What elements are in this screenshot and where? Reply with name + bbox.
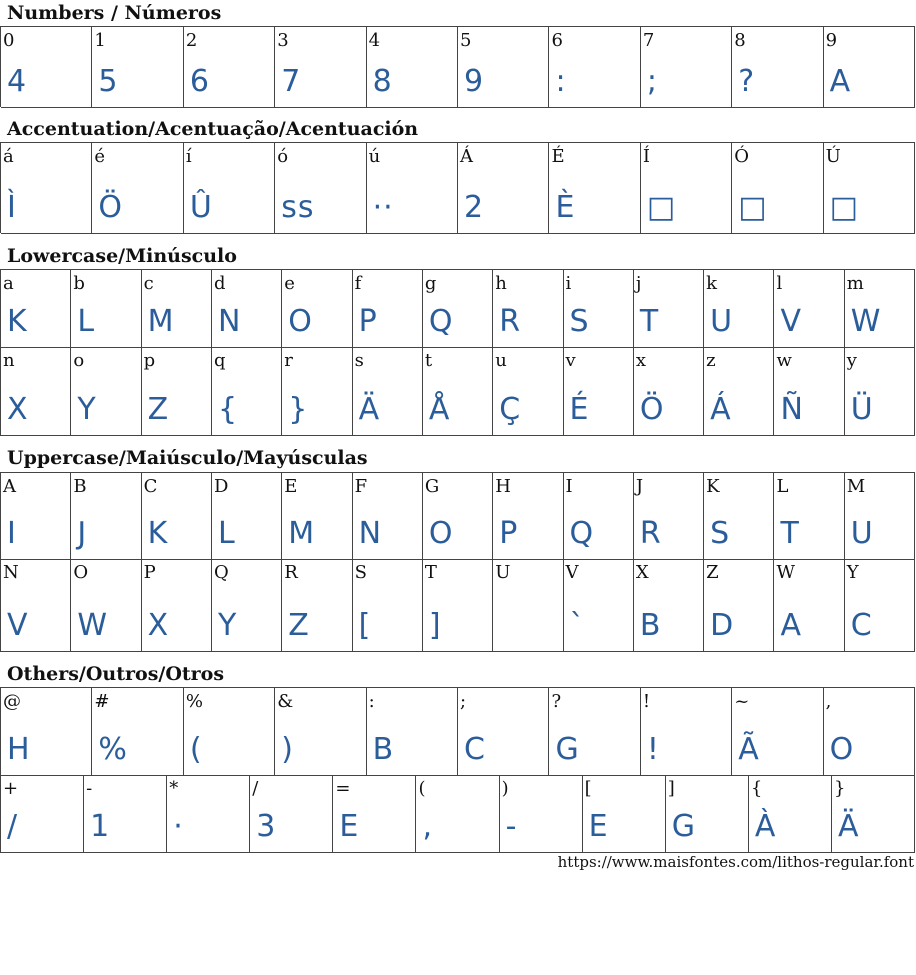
glyph-key-label: f [354, 273, 362, 294]
glyph-sample: E [339, 809, 360, 844]
glyph-cell [564, 270, 634, 348]
glyph-grid-others-1 [0, 687, 915, 775]
glyph-key-label: ! [642, 691, 651, 712]
glyph-key-label: 1 [94, 30, 106, 51]
glyph-sample: A [780, 608, 802, 643]
glyph-cell [423, 473, 493, 560]
glyph-sample: ! [646, 732, 660, 767]
glyph-sample: □ [829, 190, 860, 225]
glyph-cell [493, 347, 563, 436]
glyph-key-label: + [3, 778, 19, 799]
source-url-link[interactable]: https://www.maisfontes.com/lithos-regular.font [557, 853, 914, 871]
glyph-key-label: ~ [734, 691, 750, 712]
glyph-key-label: t [424, 350, 433, 371]
glyph-sample: Ñ [780, 392, 804, 427]
glyph-sample: □ [646, 190, 677, 225]
glyph-key-label: 0 [3, 30, 15, 51]
glyph-key-label: z [706, 350, 716, 371]
glyph-cell [333, 775, 416, 853]
glyph-cell [704, 270, 774, 348]
glyph-cell [71, 270, 141, 348]
glyph-cell [493, 559, 563, 652]
glyph-sample: L [77, 304, 96, 339]
glyph-sample: 5 [98, 64, 119, 99]
glyph-key-label: ) [501, 778, 509, 799]
glyph-sample: Z [147, 392, 170, 427]
glyph-key-label: / [252, 778, 259, 799]
glyph-sample: Û [189, 190, 213, 225]
glyph-sample: T [639, 304, 660, 339]
glyph-cell [634, 270, 704, 348]
glyph-cell [212, 559, 282, 652]
glyph-sample: ? [738, 64, 756, 99]
glyph-key-label: n [3, 350, 15, 371]
glyph-cell [564, 559, 634, 652]
glyph-cell [774, 473, 844, 560]
glyph-key-label: k [706, 273, 718, 294]
glyph-key-label: e [284, 273, 295, 294]
glyph-sample: C [850, 608, 873, 643]
glyph-sample: Ö [639, 392, 665, 427]
glyph-sample: Ö [98, 190, 124, 225]
glyph-sample: W [77, 608, 108, 643]
glyph-sample: ) [281, 732, 294, 767]
glyph-sample: T [780, 516, 800, 551]
glyph-grid-lowercase-2 [0, 347, 915, 436]
glyph-cell [749, 775, 832, 853]
glyph-key-label: A [3, 476, 16, 497]
glyph-sample: N [217, 304, 242, 339]
glyph-key-label: w [776, 350, 792, 371]
glyph-cell [845, 347, 915, 436]
glyph-sample: X [147, 608, 170, 643]
glyph-sample: N [358, 516, 383, 551]
glyph-key-label: X [635, 562, 649, 583]
glyph-cell [353, 473, 423, 560]
glyph-key-label: 9 [825, 30, 838, 51]
glyph-cell [845, 559, 915, 652]
section-title-numbers: Numbers / Números [7, 2, 222, 24]
glyph-key-label: h [495, 273, 507, 294]
glyph-sample: E [588, 809, 609, 844]
glyph-cell [367, 688, 458, 776]
glyph-sample: O [288, 304, 313, 339]
glyph-key-label: d [213, 273, 226, 294]
glyph-sample: ( [189, 732, 203, 767]
glyph-key-label: K [706, 476, 720, 497]
glyph-cell [92, 27, 183, 108]
glyph-sample: Ä [837, 809, 860, 844]
glyph-grid-others-2 [0, 775, 915, 853]
glyph-key-label: W [776, 562, 795, 583]
glyph-sample: Å [428, 392, 451, 427]
glyph-key-label: o [73, 350, 85, 371]
glyph-cell [275, 143, 366, 234]
glyph-key-label: # [94, 691, 110, 712]
glyph-cell [500, 775, 583, 853]
glyph-key-label: b [73, 273, 85, 294]
glyph-key-label: % [185, 691, 203, 712]
glyph-grid-uppercase-2 [0, 559, 915, 652]
glyph-sample: M [288, 516, 316, 551]
glyph-sample: ss [281, 190, 315, 225]
glyph-key-label: - [86, 778, 93, 799]
glyph-key-label: v [565, 350, 576, 371]
glyph-key-label: ú [368, 146, 381, 167]
glyph-grid-lowercase-1 [0, 269, 915, 347]
glyph-key-label: V [565, 562, 579, 583]
glyph-key-label: ( [418, 778, 426, 799]
glyph-cell [704, 559, 774, 652]
glyph-key-label: s [354, 350, 364, 371]
glyph-key-label: ; [460, 691, 467, 712]
glyph-cell [250, 775, 333, 853]
glyph-cell [282, 473, 352, 560]
glyph-sample: J [77, 516, 88, 551]
glyph-sample: K [7, 304, 28, 339]
glyph-key-label: j [635, 273, 642, 294]
glyph-sample: % [98, 732, 128, 767]
glyph-key-label: Ó [734, 146, 750, 167]
glyph-key-label: g [424, 273, 437, 294]
glyph-sample: 1 [90, 809, 111, 844]
glyph-cell [142, 559, 212, 652]
glyph-grid-uppercase-1 [0, 472, 915, 559]
glyph-cell [549, 143, 640, 234]
glyph-key-label: r [284, 350, 293, 371]
glyph-cell [353, 347, 423, 436]
glyph-cell [353, 270, 423, 348]
glyph-cell [184, 27, 275, 108]
glyph-cell [732, 27, 823, 108]
glyph-sample: C [464, 732, 486, 767]
glyph-cell [824, 27, 915, 108]
glyph-sample: U [710, 304, 734, 339]
glyph-key-label: F [354, 476, 368, 497]
glyph-sample: Ü [850, 392, 874, 427]
glyph-sample: 4 [7, 64, 28, 99]
glyph-sample: ] [428, 608, 442, 643]
glyph-sample: Ç [499, 392, 522, 427]
glyph-cell [641, 27, 732, 108]
glyph-key-label: É [551, 146, 565, 167]
glyph-cell [458, 688, 549, 776]
section-title-accentuation: Accentuation/Acentuação/Acentuación [7, 118, 419, 140]
glyph-cell [774, 347, 844, 436]
glyph-sample: V [780, 304, 802, 339]
glyph-cell [367, 27, 458, 108]
glyph-sample: Ã [738, 732, 760, 767]
glyph-key-label: m [846, 273, 864, 294]
glyph-cell [84, 775, 167, 853]
glyph-sample: L [217, 516, 236, 551]
glyph-cell [275, 688, 366, 776]
glyph-sample: S [710, 516, 731, 551]
glyph-cell [732, 688, 823, 776]
glyph-key-label: O [73, 562, 89, 583]
glyph-sample: 2 [464, 190, 485, 225]
glyph-key-label: D [213, 476, 229, 497]
glyph-key-label: { [750, 778, 763, 799]
glyph-cell [1, 473, 71, 560]
glyph-cell [824, 688, 915, 776]
glyph-key-label: : [368, 691, 375, 712]
glyph-key-label: u [495, 350, 507, 371]
glyph-key-label: } [833, 778, 846, 799]
glyph-key-label: 8 [734, 30, 746, 51]
glyph-sample: □ [738, 190, 768, 225]
glyph-sample: É [569, 392, 590, 427]
glyph-sample: Q [569, 516, 595, 551]
glyph-sample: A [829, 64, 852, 99]
glyph-key-label: [ [584, 778, 592, 799]
glyph-sample: M [147, 304, 175, 339]
glyph-sample: È [555, 190, 576, 225]
glyph-key-label: @ [3, 691, 21, 712]
glyph-cell [423, 270, 493, 348]
glyph-cell [1, 270, 71, 348]
glyph-cell [549, 27, 640, 108]
glyph-cell [458, 27, 549, 108]
glyph-key-label: ó [277, 146, 289, 167]
glyph-sample: - [505, 809, 518, 844]
glyph-cell [845, 473, 915, 560]
glyph-cell [641, 143, 732, 234]
glyph-sample: B [639, 608, 662, 643]
glyph-key-label: l [776, 273, 783, 294]
glyph-sample: U [850, 516, 874, 551]
section-title-others: Others/Outros/Otros [7, 663, 225, 685]
glyph-key-label: P [143, 562, 156, 583]
glyph-cell [71, 559, 141, 652]
glyph-key-label: 3 [277, 30, 289, 51]
glyph-cell [212, 473, 282, 560]
glyph-cell [353, 559, 423, 652]
glyph-key-label: T [424, 562, 437, 583]
glyph-key-label: p [143, 350, 156, 371]
glyph-cell [1, 347, 71, 436]
glyph-key-label: c [143, 273, 154, 294]
glyph-key-label: á [3, 146, 14, 167]
glyph-key-label: Y [846, 562, 859, 583]
glyph-key-label: = [335, 778, 351, 799]
glyph-key-label: * [169, 778, 179, 799]
glyph-key-label: i [565, 273, 572, 294]
glyph-sample: { [217, 392, 239, 427]
glyph-key-label: 4 [368, 30, 381, 51]
glyph-key-label: B [73, 476, 87, 497]
glyph-key-label: L [776, 476, 789, 497]
glyph-cell [212, 270, 282, 348]
glyph-sample: Z [288, 608, 310, 643]
glyph-key-label: R [284, 562, 298, 583]
glyph-key-label: é [94, 146, 106, 167]
glyph-sample: O [428, 516, 454, 551]
glyph-cell [167, 775, 250, 853]
glyph-cell [92, 688, 183, 776]
glyph-key-label: q [213, 350, 226, 371]
section-title-uppercase: Uppercase/Maiúsculo/Mayúsculas [7, 447, 368, 469]
glyph-key-label: & [277, 691, 294, 712]
glyph-cell [564, 473, 634, 560]
glyph-key-label: I [565, 476, 573, 497]
glyph-key-label: E [284, 476, 298, 497]
glyph-key-label: Q [213, 562, 229, 583]
glyph-sample: Ì [7, 190, 17, 225]
glyph-sample: ·· [372, 190, 394, 225]
glyph-cell [92, 143, 183, 234]
glyph-sample: G [671, 809, 696, 844]
glyph-sample: , [422, 809, 434, 844]
glyph-cell [423, 559, 493, 652]
glyph-cell [845, 270, 915, 348]
glyph-sample: À [754, 809, 777, 844]
glyph-cell [774, 270, 844, 348]
glyph-cell [142, 347, 212, 436]
glyph-cell [704, 347, 774, 436]
glyph-cell [583, 775, 666, 853]
glyph-sample: [ [358, 608, 372, 643]
glyph-sample: R [499, 304, 522, 339]
glyph-key-label: M [846, 476, 866, 497]
glyph-key-label: Ú [825, 146, 841, 167]
glyph-sample: H [7, 732, 31, 767]
glyph-sample: / [7, 809, 19, 844]
glyph-sample: W [850, 304, 882, 339]
glyph-cell [493, 270, 563, 348]
glyph-sample: P [358, 304, 378, 339]
glyph-cell [641, 688, 732, 776]
glyph-cell [71, 347, 141, 436]
glyph-key-label: 7 [642, 30, 655, 51]
glyph-cell [71, 473, 141, 560]
glyph-cell [634, 559, 704, 652]
glyph-sample: B [372, 732, 395, 767]
glyph-sample: V [7, 608, 29, 643]
glyph-grid-numbers [0, 26, 915, 107]
glyph-sample: · [173, 809, 184, 844]
glyph-key-label: 6 [551, 30, 563, 51]
glyph-cell [142, 270, 212, 348]
glyph-sample: 8 [372, 64, 393, 99]
glyph-key-label: C [143, 476, 158, 497]
glyph-grid-accentuation [0, 142, 915, 233]
glyph-cell [184, 688, 275, 776]
glyph-sample: } [288, 392, 309, 427]
glyph-key-label: U [495, 562, 511, 583]
glyph-cell [832, 775, 915, 853]
section-title-lowercase: Lowercase/Minúsculo [7, 245, 237, 267]
glyph-cell [666, 775, 749, 853]
glyph-key-label: ] [667, 778, 675, 799]
glyph-sample: K [147, 516, 169, 551]
glyph-cell [184, 143, 275, 234]
glyph-sample: Á [710, 392, 732, 427]
glyph-cell [824, 143, 915, 234]
glyph-sample: R [639, 516, 662, 551]
glyph-key-label: 5 [460, 30, 472, 51]
glyph-key-label: N [3, 562, 19, 583]
glyph-cell [564, 347, 634, 436]
glyph-cell [282, 347, 352, 436]
glyph-sample: S [569, 304, 590, 339]
glyph-cell [1, 143, 92, 234]
glyph-sample: : [555, 64, 567, 99]
glyph-cell [493, 473, 563, 560]
glyph-key-label: Á [460, 146, 474, 167]
glyph-sample: G [555, 732, 580, 767]
glyph-key-label: Z [706, 562, 719, 583]
glyph-cell [275, 27, 366, 108]
glyph-key-label: J [635, 476, 644, 497]
glyph-cell [212, 347, 282, 436]
glyph-key-label: , [825, 691, 832, 712]
glyph-key-label: a [3, 273, 14, 294]
glyph-sample: Q [428, 304, 454, 339]
glyph-key-label: 2 [185, 30, 198, 51]
glyph-cell [774, 559, 844, 652]
glyph-sample: 6 [189, 64, 210, 99]
glyph-key-label: í [185, 146, 192, 167]
glyph-sample: ` [569, 608, 586, 643]
glyph-cell [549, 688, 640, 776]
glyph-sample: P [499, 516, 519, 551]
glyph-cell [732, 143, 823, 234]
glyph-cell [282, 270, 352, 348]
glyph-cell [142, 473, 212, 560]
glyph-cell [634, 473, 704, 560]
glyph-key-label: H [495, 476, 511, 497]
glyph-cell [423, 347, 493, 436]
glyph-sample: O [829, 732, 855, 767]
glyph-cell [1, 27, 92, 108]
glyph-sample: X [7, 392, 29, 427]
glyph-key-label: S [354, 562, 367, 583]
glyph-cell [282, 559, 352, 652]
glyph-sample: Y [77, 392, 97, 427]
glyph-cell [1, 775, 84, 853]
glyph-key-label: y [846, 350, 857, 371]
glyph-sample: 9 [464, 64, 485, 99]
glyph-cell [704, 473, 774, 560]
glyph-sample: 7 [281, 64, 302, 99]
glyph-cell [458, 143, 549, 234]
glyph-key-label: G [424, 476, 440, 497]
glyph-sample: Ä [358, 392, 381, 427]
glyph-sample: D [710, 608, 735, 643]
glyph-cell [1, 688, 92, 776]
glyph-sample: ; [646, 64, 658, 99]
glyph-sample: Y [217, 608, 238, 643]
glyph-key-label: Í [642, 146, 650, 167]
glyph-key-label: x [635, 350, 646, 371]
glyph-cell [416, 775, 499, 853]
glyph-key-label: ? [551, 691, 562, 712]
glyph-cell [1, 559, 71, 652]
glyph-sample: I [7, 516, 17, 551]
glyph-cell [634, 347, 704, 436]
glyph-sample: 3 [256, 809, 277, 844]
glyph-cell [367, 143, 458, 234]
